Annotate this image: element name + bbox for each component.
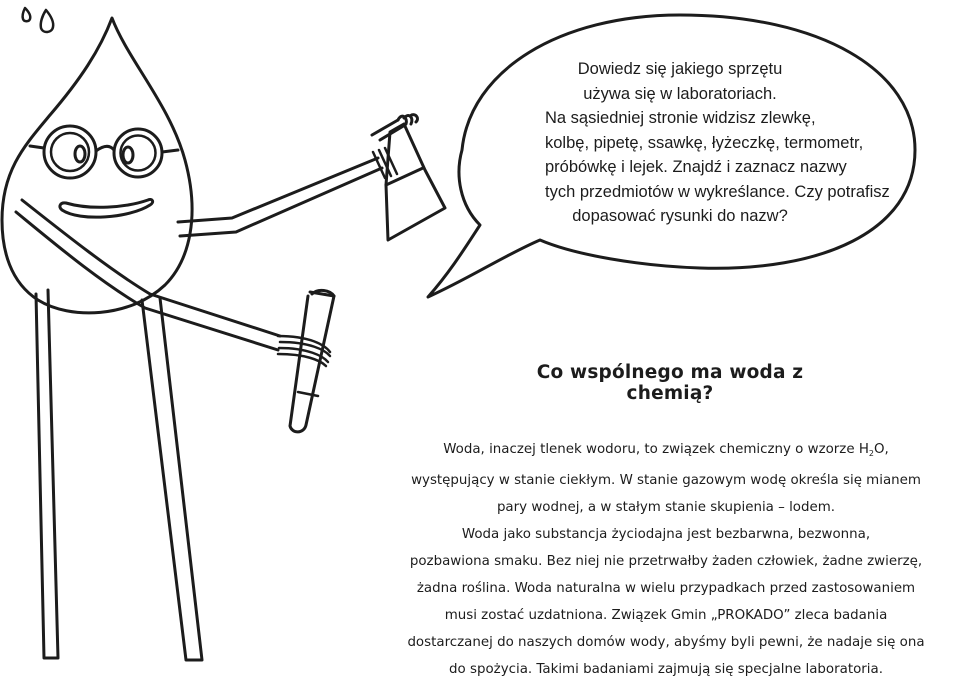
body-line: Woda jako substancja życiodajna jest bezbarwna, bezwonna,: [461, 527, 871, 542]
body-line: pary wodnej, a w stałym stanie skupienia – lodem.: [496, 500, 836, 515]
article-title: Co wspólnego ma woda z chemią?: [536, 362, 804, 404]
body-line: musi zostać uzdatniona. Związek Gmin „PROKADO” zleca badania: [444, 608, 888, 623]
bubble-line: Dowiedz się jakiego sprzętu: [577, 60, 783, 78]
subscript: 2: [868, 449, 874, 458]
eye-icon: [75, 146, 85, 162]
splash-drop-icon: [23, 8, 31, 21]
bubble-line: używa się w laboratoriach.: [583, 84, 777, 103]
body-line: dostarczanej do naszych domów wody, abyśmy byli pewni, że nadaje się ona: [407, 635, 925, 650]
body-line: pozbawiona smaku. Bez niej nie przetrwałby żaden człowiek, żadne zwierzę,: [409, 554, 923, 569]
body-line: Woda, inaczej tlenek wodoru, to związek chemiczny o wzorze $H_2O$,: [443, 442, 889, 458]
speech-bubble-text: [545, 57, 890, 229]
bubble-line: Na sąsiedniej stronie widzisz zlewkę,: [545, 109, 816, 127]
eye-icon: [123, 147, 133, 163]
article-body: [380, 436, 952, 683]
arm-upper: [178, 158, 382, 236]
arm-lower: [16, 200, 280, 350]
body-line: żadna roślina. Woda naturalna w wielu przypadkach przed zastosowaniem: [416, 581, 916, 596]
bubble-line: kolbę, pipetę, ssawkę, łyżeczkę, termometr,: [545, 133, 864, 152]
bubble-line: tych przedmiotów w wykreślance. Czy potrafisz: [545, 182, 890, 201]
glasses-icon: [30, 126, 178, 178]
bubble-line: próbówkę i lejek. Znajdź i zaznacz nazwy: [545, 158, 847, 176]
hand-upper: [373, 148, 397, 178]
body-line: występujący w stanie ciekłym. W stanie gazowym wodę określa się mianem: [411, 473, 921, 488]
leg-left: [36, 290, 58, 658]
bubble-line: dopasować rysunki do nazw?: [572, 207, 788, 225]
splash-drop-icon: [41, 10, 53, 32]
body-line: do spożycia. Takimi badaniami zajmują się specjalne laboratoria.: [449, 662, 883, 677]
leg-right: [142, 298, 202, 660]
water-drop-body: [2, 18, 192, 313]
smile-mouth: [60, 199, 153, 217]
flask-icon: [372, 115, 445, 240]
